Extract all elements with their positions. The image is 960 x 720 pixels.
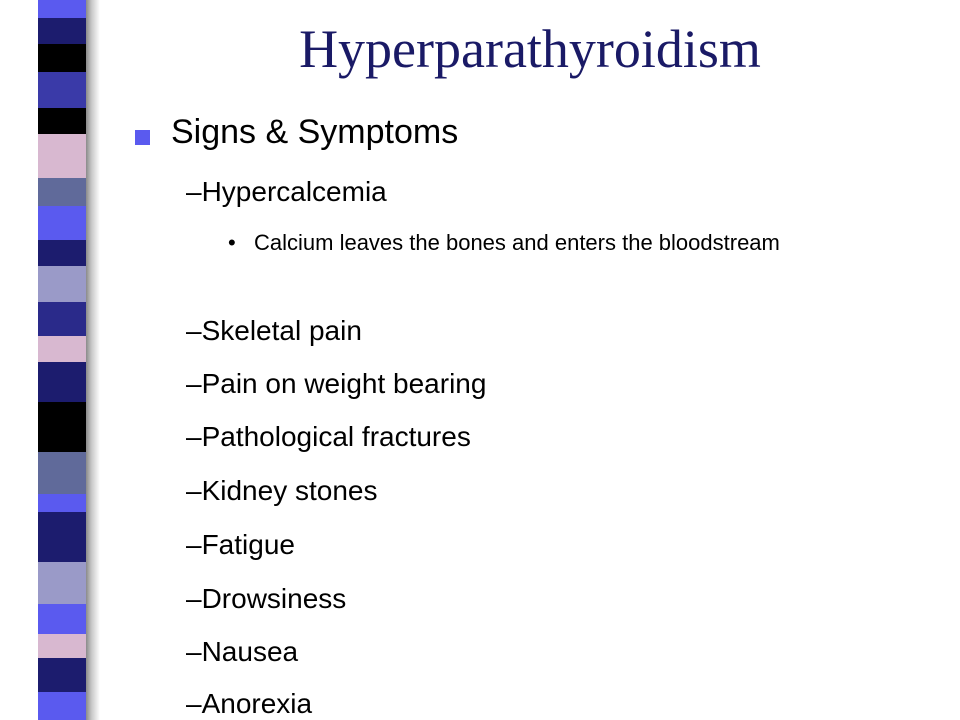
dash-glyph: – <box>186 688 202 719</box>
heading-text: Signs & Symptoms <box>171 113 459 151</box>
list-item: –Nausea <box>186 636 299 667</box>
list-item: –Pathological fractures <box>186 421 471 452</box>
list-item: –Fatigue <box>186 529 295 560</box>
list-item: –Pain on weight bearing <box>186 368 487 399</box>
list-item: –Hypercalcemia <box>186 176 387 207</box>
dash-glyph: – <box>186 368 202 399</box>
list-item: –Drowsiness <box>186 583 347 614</box>
dash-glyph: – <box>186 583 202 614</box>
dot-glyph: • <box>228 230 236 255</box>
list-item: –Skeletal pain <box>186 315 362 346</box>
dash-glyph: – <box>186 636 202 667</box>
square-bullet-icon <box>135 130 150 145</box>
dash-glyph: – <box>186 421 202 452</box>
sub-bullet <box>228 223 858 263</box>
dash-glyph: – <box>186 475 202 506</box>
dash-glyph: – <box>186 176 202 207</box>
list-item: –Anorexia <box>186 688 313 719</box>
dash-glyph: – <box>186 529 202 560</box>
dash-glyph: – <box>186 315 202 346</box>
sub-bullet-text: Calcium leaves the bones and enters the bloodstream <box>254 230 780 255</box>
list-item: –Kidney stones <box>186 475 378 506</box>
slide-title: Hyperparathyroidism <box>299 19 761 79</box>
